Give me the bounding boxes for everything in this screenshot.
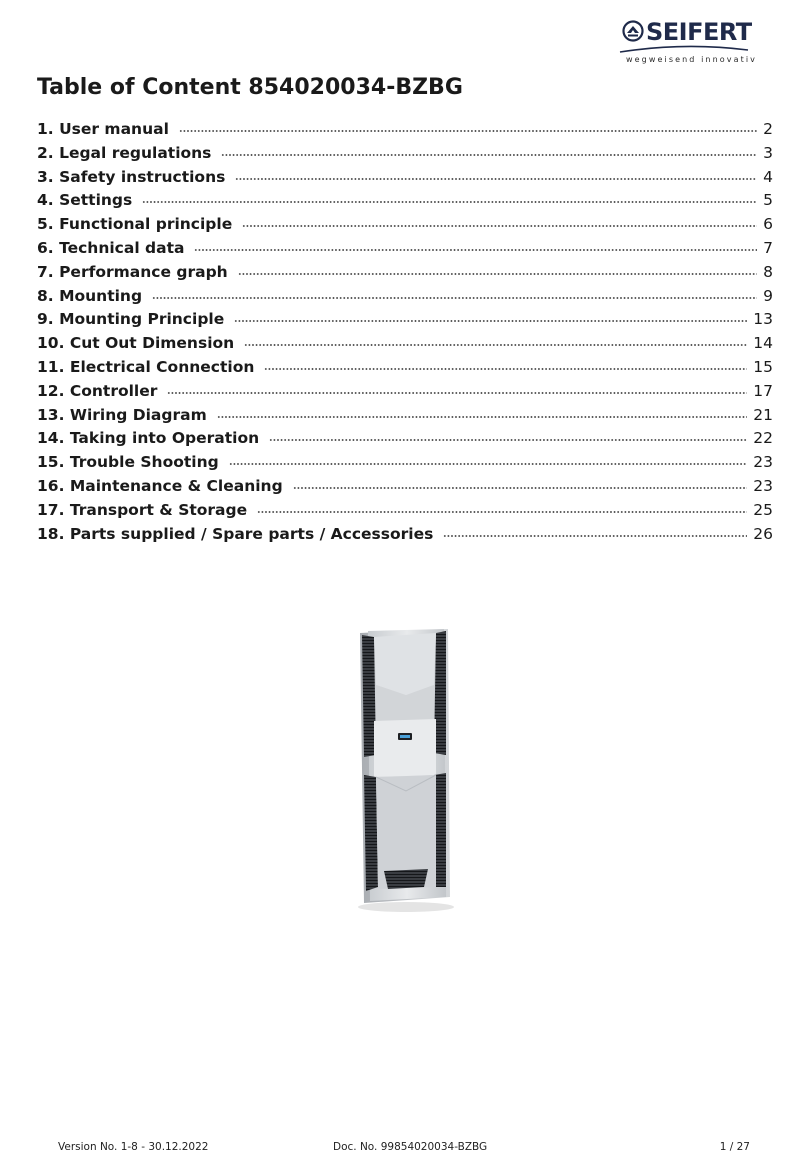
toc-entry-page: 9 bbox=[763, 286, 773, 305]
toc-entry[interactable] bbox=[37, 285, 773, 309]
toc-dot-leader bbox=[194, 248, 757, 253]
toc-entry[interactable] bbox=[37, 142, 773, 166]
toc-entry[interactable] bbox=[37, 356, 773, 380]
toc-entry-page: 17 bbox=[753, 381, 773, 400]
toc-entry[interactable] bbox=[37, 166, 773, 190]
toc-dot-leader bbox=[269, 438, 747, 443]
toc-dot-leader bbox=[234, 319, 747, 324]
toc-dot-leader bbox=[217, 415, 748, 420]
toc-dot-leader bbox=[235, 177, 757, 182]
toc-entry-page: 22 bbox=[753, 429, 773, 448]
toc-entry[interactable] bbox=[37, 213, 773, 237]
toc-entry-page: 13 bbox=[753, 310, 773, 329]
toc-entry-title: 4. Settings bbox=[37, 191, 133, 210]
toc-entry-page: 23 bbox=[753, 453, 773, 472]
toc-entry-page: 8 bbox=[763, 262, 773, 281]
toc-entry[interactable] bbox=[37, 189, 773, 213]
footer-page-number: 1 / 27 bbox=[719, 1141, 750, 1153]
toc-entry-title: 7. Performance graph bbox=[37, 262, 228, 281]
toc-entry-title: 12. Controller bbox=[37, 381, 158, 400]
table-of-contents bbox=[37, 118, 773, 546]
toc-dot-leader bbox=[264, 367, 747, 372]
cooling-unit-product-image bbox=[340, 625, 465, 915]
toc-entry[interactable] bbox=[37, 523, 773, 547]
toc-entry-title: 11. Electrical Connection bbox=[37, 357, 255, 376]
toc-entry-title: 8. Mounting bbox=[37, 286, 143, 305]
toc-entry[interactable] bbox=[37, 499, 773, 523]
toc-entry-page: 15 bbox=[753, 357, 773, 376]
footer-version: Version No. 1-8 - 30.12.2022 bbox=[58, 1141, 209, 1153]
seifert-logo bbox=[618, 14, 757, 70]
toc-entry-page: 6 bbox=[763, 215, 773, 234]
toc-dot-leader bbox=[244, 343, 747, 348]
toc-entry-page: 26 bbox=[753, 524, 773, 543]
toc-dot-leader bbox=[443, 534, 747, 539]
toc-entry-page: 4 bbox=[763, 167, 773, 186]
brand-name: SEIFERT bbox=[646, 18, 752, 46]
toc-dot-leader bbox=[221, 153, 757, 158]
page-title: Table of Content 854020034-BZBG bbox=[37, 75, 463, 100]
toc-entry-title: 1. User manual bbox=[37, 120, 169, 138]
toc-entry[interactable] bbox=[37, 261, 773, 285]
brand-tagline: wegweisend innovativ bbox=[626, 55, 757, 64]
toc-entry[interactable] bbox=[37, 427, 773, 451]
toc-dot-leader bbox=[238, 272, 757, 277]
footer-doc-number: Doc. No. 99854020034-BZBG bbox=[333, 1141, 488, 1153]
toc-entry-title: 15. Trouble Shooting bbox=[37, 453, 219, 472]
toc-entry-title: 3. Safety instructions bbox=[37, 167, 226, 186]
toc-entry-title: 5. Functional principle bbox=[37, 215, 233, 234]
toc-entry-page: 14 bbox=[753, 334, 773, 353]
toc-dot-leader bbox=[142, 200, 757, 205]
logo-swoosh bbox=[618, 44, 750, 54]
toc-entry-page: 5 bbox=[763, 191, 773, 210]
toc-dot-leader bbox=[167, 391, 747, 396]
toc-entry-title: 6. Technical data bbox=[37, 238, 185, 257]
toc-entry-title: 13. Wiring Diagram bbox=[37, 405, 207, 424]
toc-entry-title: 10. Cut Out Dimension bbox=[37, 334, 235, 353]
toc-entry-page: 2 bbox=[763, 120, 773, 138]
page-footer bbox=[0, 1140, 808, 1156]
toc-entry-title: 18. Parts supplied / Spare parts / Accessories bbox=[37, 524, 434, 543]
toc-entry[interactable] bbox=[37, 308, 773, 332]
seifert-emblem-icon bbox=[622, 20, 644, 42]
toc-entry[interactable] bbox=[37, 118, 773, 142]
toc-entry[interactable] bbox=[37, 380, 773, 404]
toc-entry[interactable] bbox=[37, 451, 773, 475]
toc-entry-page: 21 bbox=[753, 405, 773, 424]
toc-entry-page: 3 bbox=[763, 143, 773, 162]
toc-dot-leader bbox=[229, 462, 748, 467]
toc-entry-title: 2. Legal regulations bbox=[37, 143, 212, 162]
toc-entry-title: 16. Maintenance & Cleaning bbox=[37, 476, 283, 495]
toc-entry[interactable] bbox=[37, 237, 773, 261]
toc-entry-title: 17. Transport & Storage bbox=[37, 500, 248, 519]
toc-entry-title: 9. Mounting Principle bbox=[37, 310, 225, 329]
toc-entry-page: 25 bbox=[753, 500, 773, 519]
toc-entry[interactable] bbox=[37, 332, 773, 356]
toc-entry[interactable] bbox=[37, 404, 773, 428]
toc-dot-leader bbox=[257, 510, 747, 515]
toc-dot-leader bbox=[179, 129, 757, 134]
toc-entry-page: 7 bbox=[763, 238, 773, 257]
toc-entry[interactable] bbox=[37, 475, 773, 499]
toc-dot-leader bbox=[242, 224, 757, 229]
toc-entry-title: 14. Taking into Operation bbox=[37, 429, 260, 448]
toc-dot-leader bbox=[293, 486, 748, 491]
toc-entry-page: 23 bbox=[753, 476, 773, 495]
toc-dot-leader bbox=[152, 296, 757, 301]
